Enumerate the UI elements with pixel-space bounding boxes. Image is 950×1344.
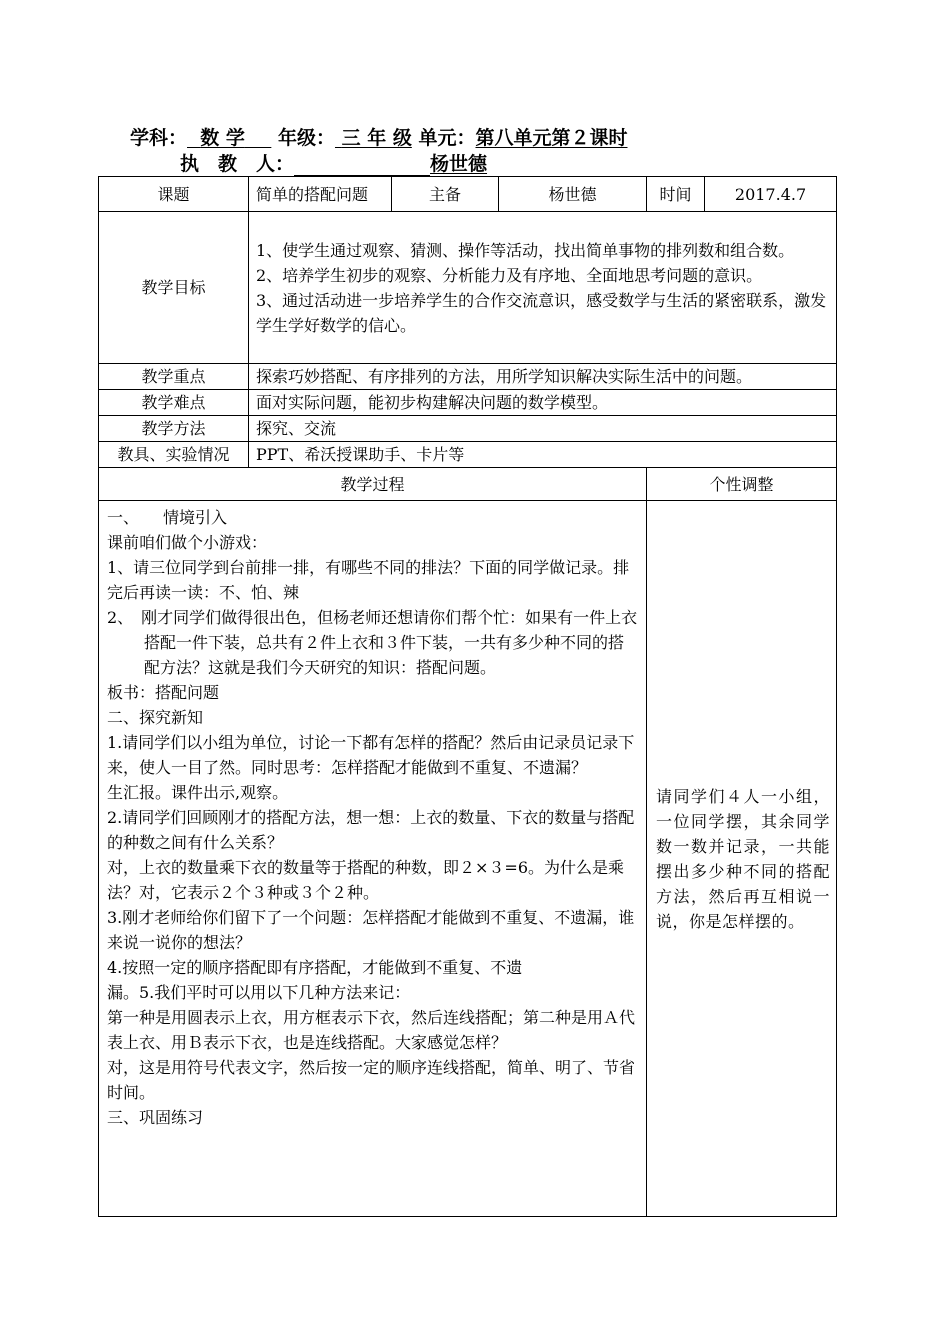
adjust-label: 个性调整 [647,468,837,501]
process-line: 2.请同学们回顾刚才的搭配方法，想一想：上衣的数量、下衣的数量与搭配的种数之间有什么关系？ [107,808,635,852]
process-line: 漏。5.我们平时可以用以下几种方法来记： [107,983,411,1002]
goal-item: 1、使学生通过观察、猜测、操作等活动，找出简单事物的排列数和组合数。 [256,240,795,260]
subject-value: 数 学 [200,127,245,149]
key-points-row [99,364,837,390]
goal-item: 2、培养学生初步的观察、分析能力及有序地、全面地思考问题的意识。 [256,265,763,285]
process-line: 1、请三位同学到台前排一排，有哪些不同的排法？下面的同学做记录。排完后再读一读：不、怕、辣 [107,558,630,602]
header-line-1 [130,126,628,150]
method-value: 探究、交流 [249,416,837,442]
header-line-2 [180,152,487,176]
method-label: 教学方法 [99,416,249,442]
goals-row [99,212,837,364]
process-line: 三、巩固练习 [107,1108,204,1127]
process-label: 教学过程 [99,468,647,501]
process-row [99,501,837,1217]
process-line: 对，这是用符号代表文字，然后按一定的顺序连线搭配，简单、明了、节省时间。 [107,1058,636,1102]
goal-item: 3、通过活动进一步培养学生的合作交流意识，感受数学与生活的紧密联系，激发学生学好数学的信心。 [256,290,827,335]
process-line: 4.按照一定的顺序搭配即有序搭配，才能做到不重复、不遗 [107,958,523,977]
process-line: 二、探究新知 [107,708,204,727]
process-line: 一、 情境引入 [107,508,228,527]
difficulty-row [99,390,837,416]
difficulty-label: 教学难点 [99,390,249,416]
adjust-content: 请同学们４人一小组，一位同学摆，其余同学数一数并记录，一共能摆出多少种不同的搭配方法，然后再互相说一说，你是怎样摆的。 [647,501,837,1217]
topic-value: 简单的搭配问题 [249,177,392,212]
process-line: 板书：搭配问题 [107,683,220,702]
process-line: 生汇报。课件出示,观察。 [107,783,289,802]
unit-value: 第八单元第２课时 [475,127,628,149]
process-line: 第一种是用圆表示上衣，用方框表示下衣，然后连线搭配；第二种是用Ａ代表上衣、用Ｂ表示下衣，也是连线搭配。大家感觉怎样？ [107,1008,636,1052]
topic-label: 课题 [99,177,249,212]
process-header-row [99,468,837,501]
process-content [99,501,647,1217]
teacher-blank [294,155,430,176]
grade-value: 三 年 级 [341,127,412,149]
key-points-label: 教学重点 [99,364,249,390]
time-label: 时间 [647,177,705,212]
teacher-label: 执 教 人： [180,153,295,175]
difficulty-value: 面对实际问题，能初步构建解决问题的数学模型。 [249,390,837,416]
goals-label: 教学目标 [99,212,249,364]
process-line: 3.刚才老师给你们留下了一个问题：怎样搭配才能做到不重复、不遗漏，谁来说一说你的想法？ [107,908,635,952]
time-value: 2017.4.7 [705,177,837,212]
process-line: 对，上衣的数量乘下衣的数量等于搭配的种数，即２×３=6。为什么是乘法？对，它表示２个３种或３个２种。 [107,858,624,902]
key-points-value: 探索巧妙搭配、有序排列的方法，用所学知识解决实际生活中的问题。 [249,364,837,390]
tools-row [99,442,837,468]
unit-label: 单元： [418,127,476,149]
lead-label: 主备 [392,177,499,212]
process-line: 2、 刚才同学们做得很出色，但杨老师还想请你们帮个忙：如果有一件上衣搭配一件下装，总共有２件上衣和３件下装，一共有多少种不同的搭配方法？这就是我们今天研究的知识：搭配问题。 [107,608,638,677]
process-line: 课前咱们做个小游戏： [107,533,268,552]
subject-label: 学科： [130,127,188,149]
method-row [99,416,837,442]
teacher-value: 杨世德 [430,153,488,175]
tools-label: 教具、实验情况 [99,442,249,468]
info-row [99,177,837,212]
process-line: 1.请同学们以小组为单位，讨论一下都有怎样的搭配？然后由记录员记录下来，使人一目了然。同时思考：怎样搭配才能做到不重复、不遗漏？ [107,733,635,777]
tools-value: PPT、希沃授课助手、卡片等 [249,442,837,468]
goals-content [249,212,837,364]
lead-value: 杨世德 [499,177,647,212]
lesson-plan-table [98,176,837,1217]
grade-label: 年级： [277,127,335,149]
